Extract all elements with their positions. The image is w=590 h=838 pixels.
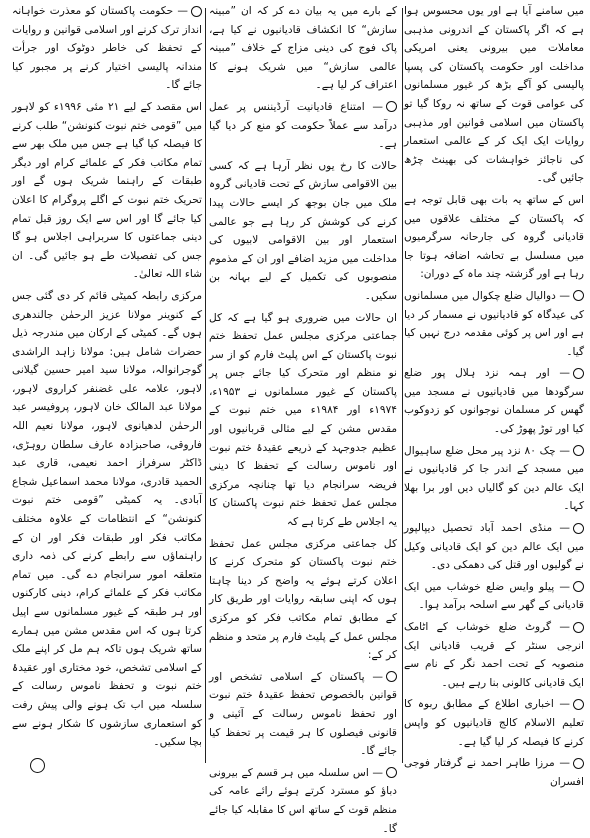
bullet-item: — گروٹ ضلع خوشاب کے اٹامک انرجی سنٹر کے قریب قادیانی ایک منصوبہ کے تحت احمد نگر کے نام سے ایک قادیانی کالونی بنا رہے ہیں۔ xyxy=(404,621,584,689)
bullet-item: — اس سلسلہ میں ہر قسم کے بیرونی دباؤ کو مسترد کرتے ہوئے رائے عامہ کی منظم قوت کے ساتھ اس کا مقابلہ کیا جائے گا۔ xyxy=(209,766,397,835)
circle-bullet-icon xyxy=(191,6,202,17)
paragraph: کل جماعتی مرکزی مجلس عمل تحفظ ختم نبوت پاکستان کو متحرک کرنے کا اعلان کرتے ہوئے یہ واضح کر دینا چاہتا ہوں کہ اپنی سابقہ روایات اور طریق کار کے مطابق تمام مکاتب فکر کو مرکزی مجلس عمل کے پلیٹ فارم پر متحد و منظم کر کے: xyxy=(209,537,397,662)
circle-bullet-icon xyxy=(573,523,584,534)
bullet-item: — مرزا طاہر احمد نے گرفتار فوجی افسران xyxy=(404,757,584,788)
bullet-text: امتناع قادیانیت آرڈیننس پر عمل درآمد سے عملاً حکومت کو منع کر دیا گیا ہے۔ xyxy=(209,100,397,151)
bullet-item: — پیلو وایس ضلع خوشاب میں ایک قادیانی کے گھر سے اسلحہ برآمد ہوا۔ xyxy=(404,580,584,612)
paragraph: کے بارے میں یہ بیان دے کر کہ ان ”مبینہ سازش“ کا انکشاف قادیانیوں نے کیا ہے، پاک فوج کی دینی مزاج کے خلاف ”مبینہ عالمی سازش“ میں شریک ہونے کا اعتراف کر لیا ہے۔ xyxy=(209,5,397,92)
bullet-item: — دوالیال ضلع چکوال میں مسلمانوں کی عیدگاہ کو قادیانیوں نے مسمار کر دیا ہے اور اس پر کوئی مقدمہ درج نہیں کیا گیا۔ xyxy=(404,289,584,358)
circle-bullet-icon xyxy=(386,671,397,682)
bullet-item: — چک ۸۰ نزد پیر محل ضلع ساہیوال میں مسجد کے اندر جا کر قادیانیوں نے ایک عالم دین کو گالیاں دیں اور برا بھلا کہا۔ xyxy=(404,444,584,513)
bullet-item: — اخباری اطلاع کے مطابق ربوہ کا تعلیم الاسلام کالج قادیانیوں کو واپس کرنے کا فیصلہ کر لیا گیا ہے۔ xyxy=(404,698,584,748)
paragraph: میں سامنے آیا ہے اور یوں محسوس ہوا ہے کہ اگر پاکستان کے اندرونی مذہبی معاملات میں بیرونی یعنی امریکی مداخلت اور حکومت پاکستان کی پسپا پالیسی کو آگے بڑھ کر غیور مسلمانوں کی عوامی قوت کے ساتھ نہ روکا گیا تو پاکستان میں اسلامی قوانین اور مذہبی روایات ایک ایک کر کے عالمی استعمار کی ناجائز خواہشات کی بھینٹ چڑھ جائیں گی۔ xyxy=(404,5,584,185)
bullet-text: دوالیال ضلع چکوال میں مسلمانوں کی عیدگاہ کو قادیانیوں نے مسمار کر دیا ہے اور اس پر کوئی مقدمہ درج نہیں کیا گیا۔ xyxy=(404,289,584,358)
circle-bullet-icon xyxy=(573,290,584,301)
column-left xyxy=(12,2,202,768)
bullet-item: — پاکستان کے اسلامی تشخص اور قوانین بالخصوص تحفظ عقیدۂ ختم نبوت اور تحفظ ناموس رسالت کے آئینی و قانونی فیصلوں کا ہر قیمت پر تحفظ کیا جائے گا۔ xyxy=(209,670,397,758)
circle-bullet-icon xyxy=(386,101,397,112)
bullet-text: پیلو وایس ضلع خوشاب میں ایک قادیانی کے گھر سے اسلحہ برآمد ہوا۔ xyxy=(404,580,584,612)
circle-bullet-icon xyxy=(573,368,584,379)
circle-bullet-icon xyxy=(573,758,584,769)
paragraph: ان حالات میں ضروری ہو گیا ہے کہ کل جماعتی مرکزی مجلس عمل تحفظ ختم نبوت پاکستان کے اس پلیٹ فارم کو از سر نو منظم اور متحرک کیا جائے جس پر پاکستان کے غیور مسلمانوں نے ۱۹۵۳ء، ۱۹۷۴ء اور ۱۹۸۴ء میں ختم نبوت کے مقدس مشن کے لیے مثالی قربانیوں اور عظیم جدوجہد کے ذریعے عقیدۂ ختم نبوت اور ناموس رسالت کے تحفظ کا دینی فریضہ سرانجام دیا تھا چنانچہ مرکزی مجلس عمل تحفظ ختم نبوت پاکستان کا یہ اجلاس طے کرتا ہے کہ xyxy=(209,311,397,529)
column-divider xyxy=(402,8,403,763)
bullet-text: منڈی احمد آباد تحصیل دیپالپور میں ایک عالم دین کو ایک قادیانی وکیل نے گولیوں اور قتل کی دھمکی دی۔ xyxy=(404,522,584,572)
paragraph: اس کے ساتھ یہ بات بھی قابل توجہ ہے کہ پاکستان کے مختلف علاقوں میں قادیانی گروہ کی جارحانہ سرگرمیوں میں مسلسل بے تحاشہ اضافہ ہوتا جا رہا ہے اور گزشتہ چند ماہ کے دوران: xyxy=(404,193,584,281)
circle-bullet-icon xyxy=(386,767,397,778)
bullet-text: اخباری اطلاع کے مطابق ربوہ کا تعلیم الاسلام کالج قادیانیوں کو واپس کرنے کا فیصلہ کر لیا گیا ہے۔ xyxy=(404,698,584,748)
bullet-text: اور ہمہ نزد ہلال پور ضلع سرگودھا میں قادیانیوں نے مسجد میں گھس کر مسلمان نوجوانوں کو زدوکوب کیا اور توڑ پھوڑ کی۔ xyxy=(404,367,584,436)
column-middle xyxy=(209,2,397,835)
bullet-text: حکومت پاکستان کو معذرت خواہانہ انداز ترک کرنے اور اسلامی قوانین و روایات کے تحفظ کی خاطر دوٹوک اور جرأت مندانہ پالیسی اختیار کرنے پر مجبور کیا جائے گا۔ xyxy=(12,5,202,92)
column-divider xyxy=(205,8,206,763)
bullet-text: مرزا طاہر احمد نے گرفتار فوجی افسران xyxy=(404,757,584,788)
bullet-item: — امتناع قادیانیت آرڈیننس پر عمل درآمد سے عملاً حکومت کو منع کر دیا گیا ہے۔ xyxy=(209,100,397,151)
bullet-text: پاکستان کے اسلامی تشخص اور قوانین بالخصوص تحفظ عقیدۂ ختم نبوت اور تحفظ ناموس رسالت کے آئینی و قانونی فیصلوں کا ہر قیمت پر تحفظ کیا جائے گا۔ xyxy=(209,670,397,758)
bullet-text: اس سلسلہ میں ہر قسم کے بیرونی دباؤ کو مسترد کرتے ہوئے رائے عامہ کی منظم قوت کے ساتھ اس کا مقابلہ کیا جائے گا۔ xyxy=(209,766,397,835)
circle-bullet-icon xyxy=(573,622,584,633)
bullet-item: — منڈی احمد آباد تحصیل دیپالپور میں ایک عالم دین کو ایک قادیانی وکیل نے گولیوں اور قتل کی دھمکی دی۔ xyxy=(404,522,584,572)
paragraph: حالات کا رخ یوں نظر آرہا ہے کہ کسی بین الاقوامی سازش کے تحت قادیانی گروہ ملک میں جان بوجھ کر ایسے حالات پیدا کرنے کی کوشش کر رہا ہے جو عالمی استعمار اور بین الاقوامی لابیوں کی مداخلت میں مزید اضافے اور ان کے مذموم منصوبوں کی تکمیل کے لیے بہانہ بن سکیں۔ xyxy=(209,159,397,302)
circle-bullet-icon xyxy=(573,699,584,710)
end-mark-circle-icon xyxy=(30,758,45,773)
bullet-item: — حکومت پاکستان کو معذرت خواہانہ انداز ترک کرنے اور اسلامی قوانین و روایات کے تحفظ کی خاطر دوٹوک اور جرأت مندانہ پالیسی اختیار کرنے پر مجبور کیا جائے گا۔ xyxy=(12,5,202,92)
bullet-text: چک ۸۰ نزد پیر محل ضلع ساہیوال میں مسجد کے اندر جا کر قادیانیوں نے ایک عالم دین کو گالیاں دیں اور برا بھلا کہا۔ xyxy=(404,444,584,513)
column-right xyxy=(404,2,584,788)
bullet-item: — اور ہمہ نزد ہلال پور ضلع سرگودھا میں قادیانیوں نے مسجد میں گھس کر مسلمان نوجوانوں کو زدوکوب کیا اور توڑ پھوڑ کی۔ xyxy=(404,367,584,436)
paragraph: اس مقصد کے لیے ۲۱ مئی ۱۹۹۶ء کو لاہور میں ”قومی ختم نبوت کنونشن“ طلب کرنے کا فیصلہ کیا گیا ہے جس میں ملک بھر سے تمام مکاتب فکر کے علمائے کرام اور دیگر طبقات کے راہنما شریک ہوں گے اور تحریک ختم نبوت کے اگلے پروگرام کا اعلان کیا جائے گا اور اس سے ایک روز قبل تمام دینی جماعتوں کا سربراہی اجلاس ہو گا جس کی تفصیلات طے ہو جائیں گی۔ ان شاء اللہ تعالیٰ۔ xyxy=(12,100,202,281)
circle-bullet-icon xyxy=(573,581,584,592)
bullet-text: گروٹ ضلع خوشاب کے اٹامک انرجی سنٹر کے قریب قادیانی ایک منصوبہ کے تحت احمد نگر کے نام سے ایک قادیانی کالونی بنا رہے ہیں۔ xyxy=(404,621,584,689)
circle-bullet-icon xyxy=(573,445,584,456)
newspaper-page xyxy=(6,2,584,835)
paragraph: مرکزی رابطہ کمیٹی قائم کر دی گئی جس کے کنوینر مولانا عزیز الرحمٰن جالندھری ہوں گے۔ کمیٹی کے ارکان میں مندرجہ ذیل حضرات شامل ہیں: مولانا زاہد الراشدی گوجرانوالہ، مولانا سید امیر حسین گیلانی لاہور، علامہ علی غضنفر کراروی لاہور، مولانا عبد المالک خان لاہور، پروفیسر عبد الرحمٰن لدھیانوی لاہور، مولانا نعیم اللہ فاروقی، صاحبزادہ عارف سلطان روہڑی، ڈاکٹر سرفراز احمد نعیمی، قاری عبد الحمید قادری، مولانا محمد اسماعیل شجاع آبادی۔ یہ کمیٹی ”قومی ختم نبوت کنونشن“ کے انتظامات کے علاوہ مختلف مکاتب فکر اور طبقات فکر اور ان کے راہنماؤں سے رابطے کرنے کی ذمہ داری متعلقہ امور سرانجام دے گی۔ میں تمام مکاتب فکر کے علمائے کرام، دینی کارکنوں اور ہر طبقہ کے غیور مسلمانوں سے اپیل کرتا ہوں کہ اس مقدس مشن میں ہمارے ساتھ شریک ہوں تاکہ ہم مل کر اپنے ملک کے اسلامی تشخص، خود مختاری اور عقیدۂ ختم نبوت و تحفظ ناموس رسالت کے سلسلہ میں اب تک ہونے والی پیش رفت کو استعماری سازشوں کا شکار ہونے سے بچا سکیں۔ xyxy=(12,289,202,749)
